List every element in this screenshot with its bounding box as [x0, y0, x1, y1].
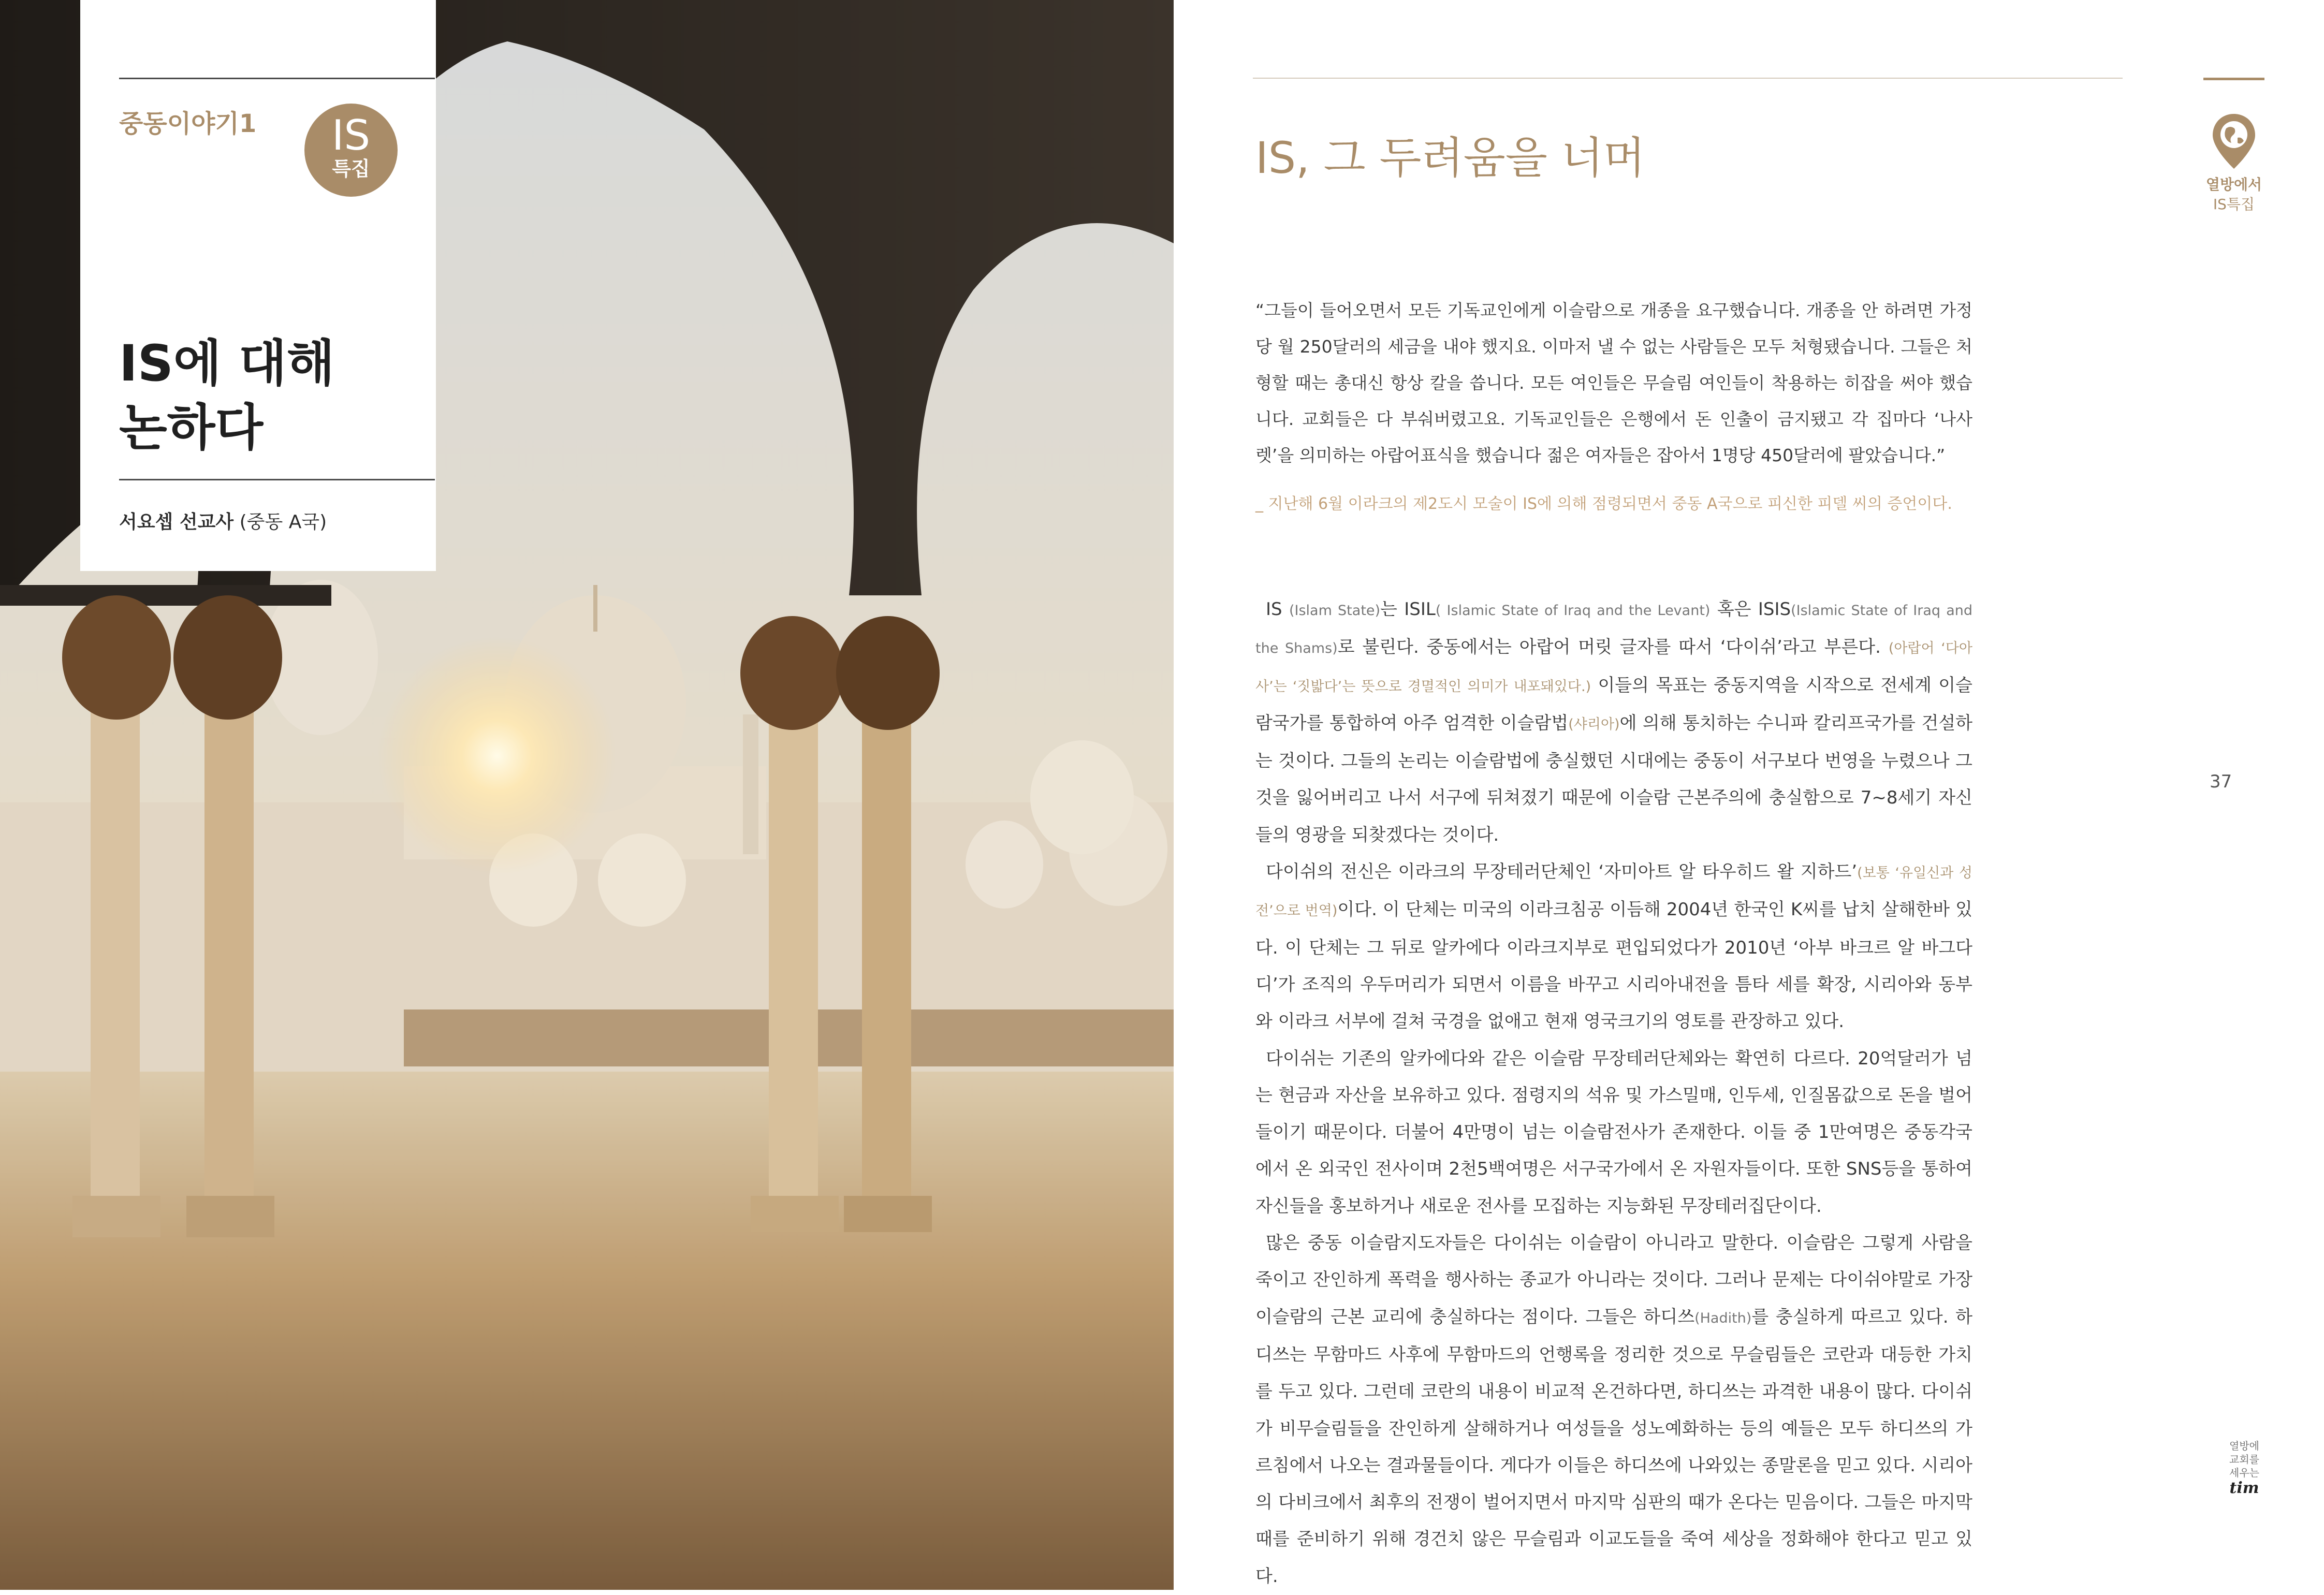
footer-line3: 세우는	[2229, 1467, 2259, 1479]
article-title-line1: IS에 대해	[119, 334, 335, 392]
paragraph-3: 다이쉬는 기존의 알카에다와 같은 이슬람 무장테러단체와는 확연히 다르다. 20억달러가 넘는 현금과 자산을 보유하고 있다. 점령지의 석유 및 가스밀매, 인두세, 인질몸값으로 돈을 벌어들이기 때문이다. 더불어 4만명이 넘는 이슬람전사가 존재한다. 이들 중 1만여명은 중동각국에서 온 외국인 전사이며 2천5백여명은 서구국가에서 온 자원자들이다. 또한 SNS등을 통하여 자신들을 홍보하거나 새로운 전사를 모집하는 지능화된 무장테러집단이다.	[1255, 1048, 1972, 1217]
text-run: 를 충실하게 따르고 있다. 하디쓰는 무함마드 사후에 무함마드의 언행록을 정리한 것으로 무슬림들은 코란과 대등한 가치를 두고 있다. 그런데 코란의 내용이 비교적 온건하다면, 하디쓰는 과격한 내용이 많다. 다이쉬가 비무슬림들을 잔인하게 살해하거나 여성들을 성노예화하는 등의 예들은 모두 하디쓰의 가르침에서 나오는 결과물들이다. 게다가 이들은 하디쓰에 나와있는 종말론을 믿고 있다. 시리아의 다비크에서 최후의 전쟁이 벌어지면서 마지막 심판의 때가 온다는 믿음이다. 그들은 마지막 때를 준비하기 위해 경건치 않은 무슬림과 이교도들을 죽여 세상을 정화해야 한다고 믿고 있다.	[1255, 1306, 1972, 1587]
text-run: 혹은 ISIS	[1710, 599, 1791, 620]
article-title-line2: 논하다	[119, 399, 264, 457]
badge-line1: IS	[331, 111, 371, 159]
location-pin-globe-icon	[2211, 113, 2257, 170]
is-feature-badge	[304, 104, 398, 197]
footer-line1: 열방에	[2229, 1440, 2259, 1452]
article-body	[1255, 591, 1972, 1595]
text-run: (아랍어 ‘다아사’는 ‘짓밟다’는 뜻으로 경멸적인 의미가 내포돼있다.)	[1255, 640, 1973, 695]
text-run: (Islamic State of Iraq and the Shams)	[1255, 603, 1972, 657]
article-title	[119, 331, 335, 460]
text-run: 많은 중동 이슬람지도자들은 다이쉬는 이슬람이 아니라고 말한다. 이슬람은 그렇게 사람을 죽이고 잔인하게 폭력을 행사하는 종교가 아니라는 것이다. 그러나 문제는 다이쉬야말로 가장 이슬람의 근본 교리에 충실하다는 점이다. 그들은 하디쓰	[1255, 1233, 1972, 1327]
badge-line2: 특집	[332, 157, 370, 180]
byline	[119, 507, 327, 534]
quote-source: _ 지난해 6월 이라크의 제2도시 모술이 IS에 의해 점령되면서 중동 A국으로 피신한 피델 씨의 증언이다.	[1255, 495, 1952, 513]
text-run: 이다. 이 단체는 미국의 이라크침공 이듬해 2004년 한국인 K씨를 납치 살해한바 있다. 이 단체는 그 뒤로 알카에다 이라크지부로 편입되었다가 2010년 ‘아부 바크르 알 바그다디’가 조직의 우두머리가 되면서 이름을 바꾸고 시리아내전을 틈타 세를 확장, 시리아와 동부와 이라크 서부에 걸쳐 국경을 없애고 현재 영국크기의 영토를 관장하고 있다.	[1255, 899, 1973, 1032]
author-location: (중동 A국)	[239, 511, 327, 533]
section-side-label	[2185, 175, 2283, 214]
author-name: 서요셉 선교사	[119, 511, 234, 533]
text-run: 는 ISIL	[1380, 599, 1436, 620]
text-run: 다이쉬의 전신은 이라크의 무장테러단체인 ‘자미아트 알 타우히드 왈 지하드’	[1266, 861, 1858, 883]
text-run: (샤리아)	[1568, 716, 1620, 733]
header-rule	[1253, 78, 2123, 79]
text-run: 이들의 목표는 중동지역을 시작으로 전세계 이슬람국가를 통합하여 아주 엄격한 이슬람법	[1255, 675, 1972, 734]
paragraph-1	[1255, 591, 1972, 854]
text-run: (Hadith)	[1694, 1310, 1752, 1326]
page-number: 37	[2210, 771, 2232, 792]
text-run: 로 불린다. 중동에서는 아랍어 머릿 글자를 따서 ‘다이쉬’라고 부른다.	[1337, 637, 1881, 658]
section-heading: IS, 그 두려움을 너머	[1255, 133, 1645, 183]
side-label-line2: IS특집	[2213, 196, 2255, 213]
footer-line2: 교회를	[2229, 1453, 2259, 1466]
section-tab-rule	[2203, 78, 2264, 80]
card-bottom-rule	[119, 479, 435, 480]
text-run: ( Islamic State of Iraq and the Levant)	[1435, 603, 1711, 619]
series-label: 중동이야기1	[119, 109, 257, 138]
title-card	[80, 0, 436, 571]
paragraph-4	[1255, 1225, 1972, 1595]
paragraph-2	[1255, 854, 1972, 1040]
text-run: 에 의해 통치하는 수니파 칼리프국가를 건설하는 것이다. 그들의 논리는 이슬람법에 충실했던 시대에는 중동이 서구보다 번영을 누렸으나 그것을 잃어버리고 나서 서구에 뒤쳐졌기 때문에 이슬람 근본주의에 충실함으로 7~8세기 자신들의 영광을 되찾겠다는 것이다.	[1255, 712, 1973, 845]
text-run: (Islam State)	[1289, 603, 1381, 619]
footer-brand: tim	[2229, 1479, 2259, 1497]
text-run: (보통 ‘유일신과 성전’으로 번역)	[1255, 865, 1972, 919]
testimony-quote: “그들이 들어오면서 모든 기독교인에게 이슬람으로 개종을 요구했습니다. 개종을 안 하려면 가정당 월 250달러의 세금을 내야 했지요. 이마저 낼 수 없는 사람들은 모두 처형됐습니다. 그들은 처형할 때는 총대신 항상 칼을 씁니다. 모든 여인들은 무슬림 여인들이 착용하는 히잡을 써야 했습니다. 교회들은 다 부숴버렸고요. 기독교인들은 은행에서 돈 인출이 금지됐고 각 집마다 ‘나사렛’을 의미하는 아랍어표식을 했습니다 젊은 여자들은 잡아서 1명당 450달러에 팔았습니다.”	[1255, 300, 1972, 465]
tim-footer-logo	[2221, 1439, 2268, 1495]
card-top-rule	[119, 78, 435, 79]
text-run: IS	[1266, 599, 1282, 620]
side-label-line1: 열방에서	[2205, 176, 2262, 193]
